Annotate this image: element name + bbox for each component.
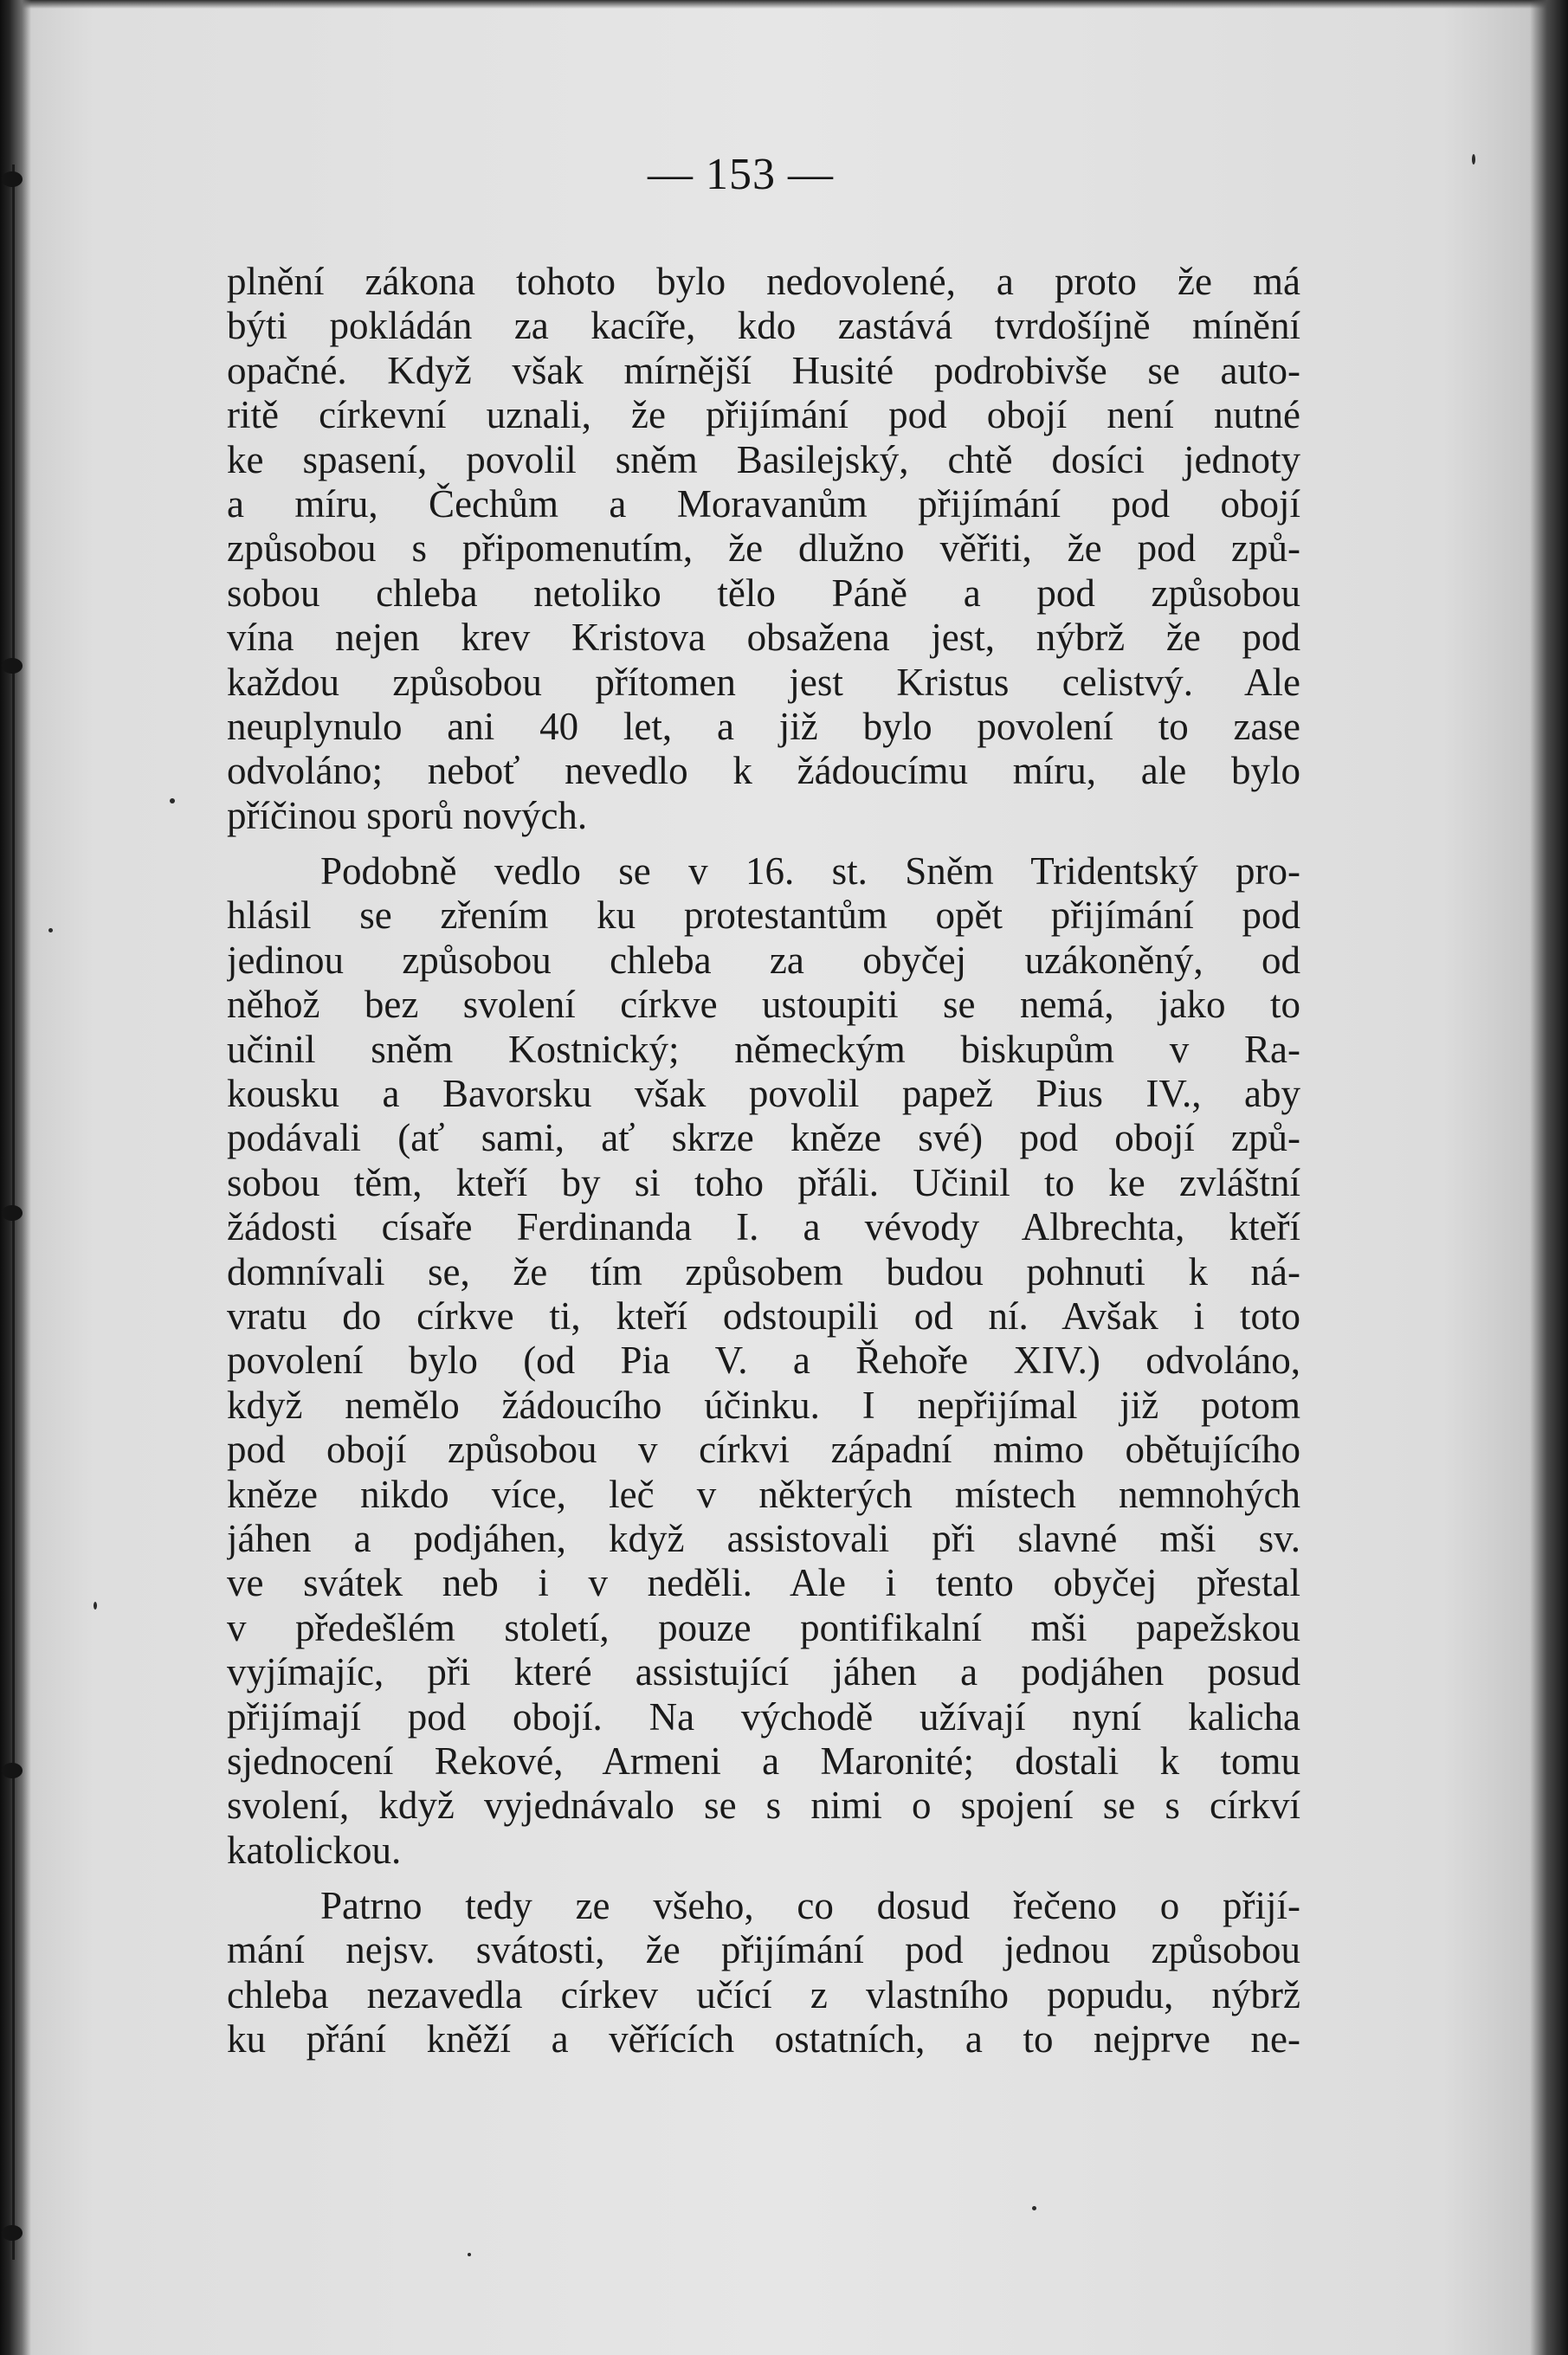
paragraph-gap <box>227 838 1300 849</box>
text-line: pod obojí způsobou v církvi západní mimo obětujícího <box>227 1428 1300 1472</box>
text-line: ke spasení, povolil sněm Basilejský, chtě dosíci jednoty <box>227 437 1300 481</box>
text-line: ku přání kněží a věřících ostatních, a to nejprve ne- <box>227 2017 1300 2061</box>
binding-stitch-mark <box>2 1763 23 1778</box>
paragraph <box>227 1884 1300 2062</box>
binding-stitch-mark <box>2 2225 23 2241</box>
text-line: vratu do církve ti, kteří odstoupili od ní. Avšak i toto <box>227 1294 1300 1338</box>
text-line: ve svátek neb i v neděli. Ale i tento obyčej přestal <box>227 1561 1300 1605</box>
page-left-binding-edge <box>0 0 31 2355</box>
text-line: Patrno tedy ze všeho, co dosud řečeno o přijí- <box>320 1884 1300 1928</box>
text-line: přijímají pod obojí. Na východě užívají nyní kalicha <box>227 1694 1300 1739</box>
text-line: Podobně vedlo se v 16. st. Sněm Tridentský pro- <box>320 849 1300 894</box>
page-right-edge-shadow <box>1530 0 1568 2355</box>
text-line: kousku a Bavorsku však povolil papež Pius IV., aby <box>227 1072 1300 1116</box>
text-line: něhož bez svolení církve ustoupiti se nemá, jako to <box>227 983 1300 1027</box>
text-line: hlásil se zřením ku protestantům opět přijímání pod <box>227 894 1300 938</box>
text-line: učinil sněm Kostnický; německým biskupům v Ra- <box>227 1027 1300 1071</box>
text-line: jáhen a podjáhen, když assistovali při slavné mši sv. <box>227 1516 1300 1560</box>
scan-speck <box>94 1602 97 1610</box>
text-line: vína nejen krev Kristova obsažena jest, nýbrž že pod <box>227 616 1300 660</box>
text-line: způsobou s připomenutím, že dlužno věřiti, že pod způ- <box>227 526 1300 571</box>
scan-speck <box>170 798 175 803</box>
scan-speck <box>48 928 53 932</box>
text-line: chleba nezavedla církev učící z vlastního popudu, nýbrž <box>227 1972 1300 2016</box>
text-line: a míru, Čechům a Moravanům přijímání pod obojí <box>227 481 1300 526</box>
text-line: ritě církevní uznali, že přijímání pod obojí není nutné <box>227 393 1300 437</box>
text-line: když nemělo žádoucího účinku. I nepřijímal již potom <box>227 1383 1300 1427</box>
paragraph-gap <box>227 1873 1300 1884</box>
text-line: katolickou. <box>227 1828 402 1872</box>
text-line: jedinou způsobou chleba za obyčej uzákoněný, od <box>227 938 1300 982</box>
text-line: plnění zákona tohoto bylo nedovolené, a proto že má <box>227 260 1300 303</box>
text-line: sjednocení Rekové, Armeni a Maronité; dostali k tomu <box>227 1739 1300 1783</box>
paragraph <box>227 260 1300 838</box>
binding-stitch-mark <box>2 658 23 674</box>
page-top-edge-shadow <box>0 0 1568 9</box>
paragraph <box>227 849 1300 1873</box>
text-line: odvoláno; neboť nevedlo k žádoucímu míru, ale bylo <box>227 749 1300 793</box>
text-line: každou způsobou přítomen jest Kristus celistvý. Ale <box>227 660 1300 704</box>
text-line: sobou chleba netoliko tělo Páně a pod způsobou <box>227 571 1300 615</box>
text-line: podávali (ať sami, ať skrze kněze své) pod obojí způ- <box>227 1116 1300 1160</box>
text-line: sobou těm, kteří by si toho přáli. Učinil to ke zvláštní <box>227 1160 1300 1204</box>
binding-stitch-mark <box>2 1205 23 1221</box>
text-line: mání nejsv. svátosti, že přijímání pod jednou způsobou <box>227 1928 1300 1972</box>
binding-stitch-mark <box>2 171 23 187</box>
scan-speck <box>1032 2206 1036 2210</box>
text-line: žádosti císaře Ferdinanda I. a vévody Albrechta, kteří <box>227 1205 1300 1249</box>
text-line: kněze nikdo více, leč v některých místech nemnohých <box>227 1472 1300 1516</box>
text-line: povolení bylo (od Pia V. a Řehoře XIV.) odvoláno, <box>227 1339 1300 1383</box>
text-line: příčinou sporů nových. <box>227 793 588 837</box>
page-number: — 153 — <box>648 150 834 199</box>
text-line: v předešlém století, pouze pontifikalní mši papežskou <box>227 1605 1300 1649</box>
scan-speck <box>468 2253 471 2256</box>
text-line: domnívali se, že tím způsobem budou pohnuti k ná- <box>227 1249 1300 1294</box>
text-line: svolení, když vyjednávalo se s nimi o spojení se s církví <box>227 1784 1300 1828</box>
text-line: býti pokládán za kacíře, kdo zastává tvrdošíjně mínění <box>227 304 1300 348</box>
text-line: vyjímajíc, při které assistující jáhen a podjáhen posud <box>227 1650 1300 1694</box>
text-line: opačné. Když však mírnější Husité podrobivše se auto- <box>227 348 1300 392</box>
text-line: neuplynulo ani 40 let, a již bylo povolení to zase <box>227 704 1300 748</box>
scan-speck <box>1472 154 1475 165</box>
body-text <box>227 260 1300 2062</box>
